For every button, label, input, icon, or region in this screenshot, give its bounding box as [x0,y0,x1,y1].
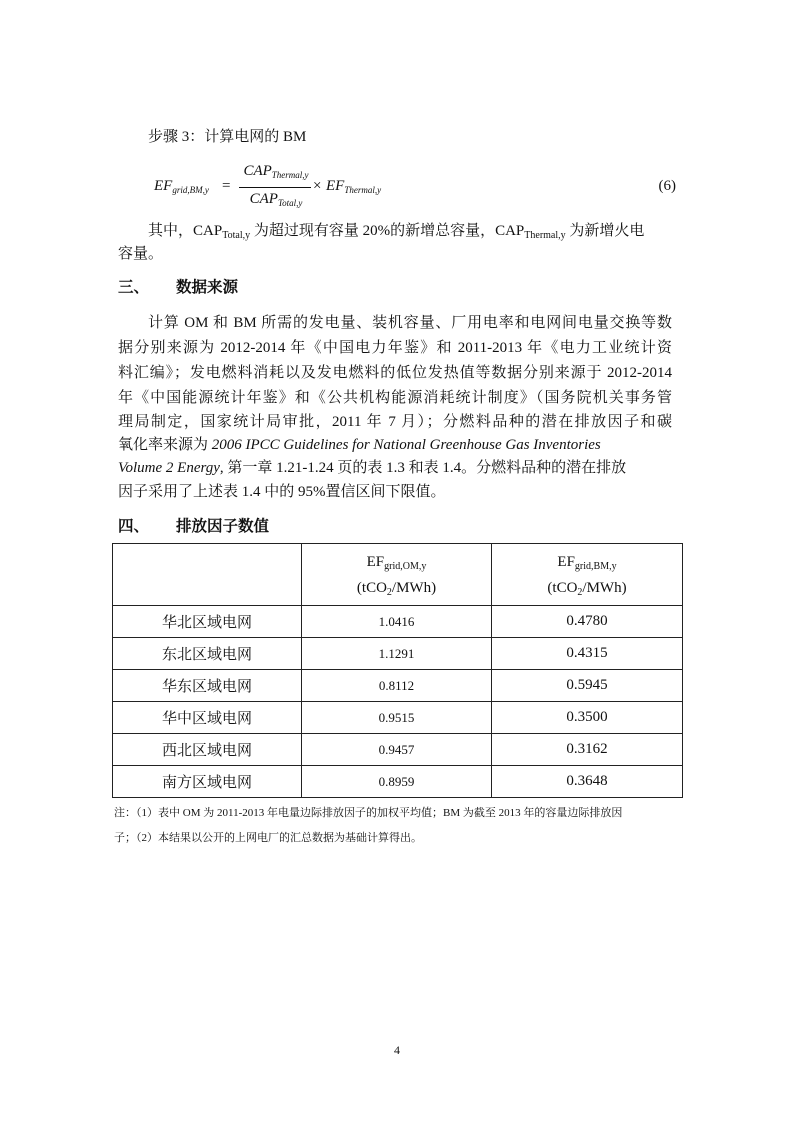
table-row [113,670,683,702]
section3-title: 数据来源 [176,278,239,296]
datasource-line-4: 年《中国能源统计年鉴》和《公共机构能源消耗统计制度》（国务院机关事务管 [118,390,672,406]
table-note-line-2: 子；（2）本结果以公开的上网电厂的汇总数据为基础计算得出。 [114,832,422,844]
where-line-2: 容量。 [118,246,164,262]
region-cell: 华中区域电网 [113,702,302,734]
emission-factor-table [112,543,683,798]
section4-number: 四、 [118,517,150,535]
datasource-line-3: 料汇编》；发电燃料消耗以及发电燃料的低位发热值等数据分别来源于 2012-2014 [118,365,672,381]
datasource-line-6: 氧化率来源为 2006 IPCC Guidelines for National Greenhouse Gas Inventories [118,437,601,453]
header-om-symbol: $EF_{grid,OM,y}$ [366,553,427,572]
where-line-1: 其中，$CAP_{Total,y}$ 为超过现有容量 20%的新增总容量，$CAP_{Thermal,y}$ 为新增火电 [148,223,645,241]
bm-value-cell: 0.3500 [492,702,683,734]
datasource-line-7: Volume 2 Energy, 第一章 1.21-1.24 页的表 1.3 和表 1.4。分燃料品种的潜在排放 [118,460,627,476]
bm-value-cell: 0.3648 [492,766,683,798]
header-empty-cell [113,544,302,606]
bm-value-cell: 0.3162 [492,734,683,766]
formula-denominator: $CAP_{Total,y}$ [249,191,303,208]
formula-times: × [313,178,322,194]
header-om-cell [302,544,492,606]
region-cell: 南方区域电网 [113,766,302,798]
table-note-line-1: 注：（1）表中 OM 为 2011-2013 年电量边际排放因子的加权平均值；BM 为截至 2013 年的容量边际排放因 [114,807,623,819]
page-number: 4 [394,1043,400,1057]
table-row [113,702,683,734]
datasource-line-5: 理局制定，国家统计局审批，2011 年 7 月）；分燃料品种的潜在排放因子和碳 [118,414,672,430]
formula-6 [150,163,680,215]
om-value-cell: 1.1291 [302,638,492,670]
table-row [113,638,683,670]
formula-equals: = [222,178,231,194]
datasource-line-1: 计算 OM 和 BM 所需的发电量、装机容量、厂用电率和电网间电量交换等数 [148,315,672,331]
header-om-unit: (tCO$_2$/MWh) [356,579,437,598]
formula-number: (6) [658,178,676,194]
step3-title: 步骤 3：计算电网的 BM [148,129,307,145]
formula-lhs: $EF_{grid,BM,y}$ [154,178,209,195]
region-cell: 东北区域电网 [113,638,302,670]
datasource-line-8: 因子采用了上述表 1.4 中的 95%置信区间下限值。 [118,484,446,500]
bm-value-cell: 0.5945 [492,670,683,702]
om-value-cell: 0.8112 [302,670,492,702]
formula-rhs: $EF_{Thermal,y}$ [326,178,382,195]
header-bm-unit: (tCO$_2$/MWh) [547,579,627,598]
section4-title: 排放因子数值 [176,517,270,535]
om-value-cell: 1.0416 [302,606,492,638]
om-value-cell: 0.9515 [302,702,492,734]
header-bm-cell [492,544,683,606]
bm-value-cell: 0.4315 [492,638,683,670]
bm-value-cell: 0.4780 [492,606,683,638]
table-row [113,734,683,766]
region-cell: 华北区域电网 [113,606,302,638]
fraction-bar [239,187,311,188]
table-row [113,766,683,798]
om-value-cell: 0.9457 [302,734,492,766]
header-bm-symbol: $EF_{grid,BM,y}$ [557,553,617,572]
formula-numerator: $CAP_{Thermal,y}$ [243,163,309,180]
table-header-row [113,544,683,606]
region-cell: 华东区域电网 [113,670,302,702]
om-value-cell: 0.8959 [302,766,492,798]
region-cell: 西北区域电网 [113,734,302,766]
table-row [113,606,683,638]
section3-number: 三、 [118,278,150,296]
datasource-line-2: 据分别来源为 2012-2014 年《中国电力年鉴》和 2011-2013 年《电力工业统计资 [118,340,672,356]
